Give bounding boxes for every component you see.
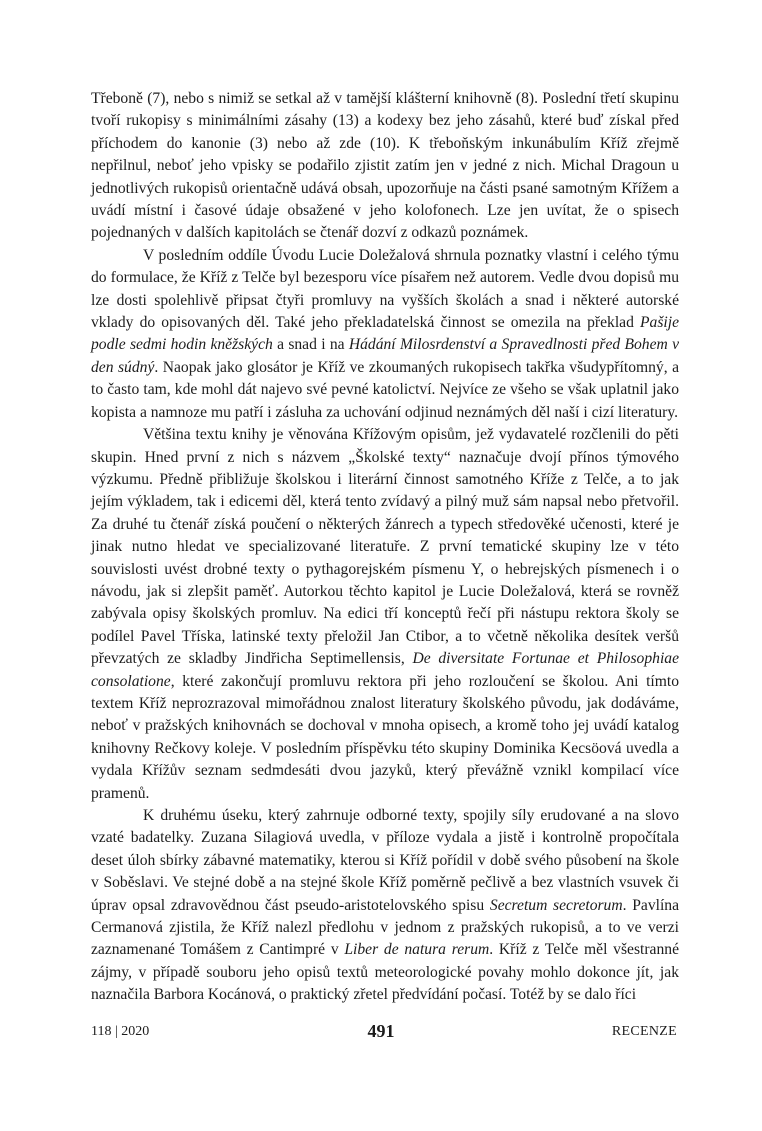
text-run: . Naopak jako glosátor je Kříž ve zkoumaných rukopisech takřka všudypřítomný, a to často tam, kde mohl dát najevo své pevné katolictví. Nejvíce ze všeho se však uplatnil jako kopista a namnoze mu patří i zásluha za uchování odjinud neznámých děl naší i cizí literatury. xyxy=(91,358,679,421)
text-run: , které zakončují promluvu rektora při jeho rozloučení se školou. Ani tímto textem Kříž neprozrazoval mimořádnou znalost literatury školského původu, jak dodáváme, neboť v pražských knihovnách se dochoval v mnoha opisech, a kromě toho jej uvádí katalog knihovny Rečkovy koleje. V posledním příspěvku této skupiny Dominika Kecsöová uvedla a vydala Křížův seznam sedmdesáti dvou jazyků, který převážně vznikl kompilací více pramenů. xyxy=(91,672,679,802)
text-run: K druhému úseku, který zahrnuje odborné texty, spojily síly erudované a na slovo vzaté badatelky. Zuzana Silagiová uvedla, v příloze vydala a jistě i kontrolně propočítala deset úloh sbírky zábavné matematiky, kterou si Kříž pořídil v době svého působení na škole v Soběslavi. Ve stejné době a na stejné škole Kříž poměrně pečlivě a bez vlastních vsuvek či úprav opsal zdravovědnou část pseudo-aristotelovského spisu xyxy=(91,807,679,914)
paragraph xyxy=(91,88,679,245)
paragraph xyxy=(91,245,679,424)
paragraph xyxy=(91,424,679,805)
italic-title: Secretum secretorum xyxy=(489,896,623,914)
text-run: Většina textu knihy je věnována Křížovým opisům, jež vydavatelé rozčlenili do pěti skupin. Hned první z nich s názvem „Školské texty“ naznačuje dvojí přínos týmového výzkumu. Předně přibližuje školskou i literární činnost samotného Kříže z Telče, a to jak jejím výkladem, tak i edicemi děl, která tento zvídavý a pilný muž sám napsal nebo přetvořil. Za druhé tu čtenář získá poučení o některých žánrech a typech středověké učenosti, které je jinak nutno hledat ve specializované literatuře. Z první tematické skupiny lze v této souvislosti uvést drobné texty o pythagorejském písmenu Y, o hebrejských písmenech i o návodu, jak si zlepšit paměť. Autorkou těchto kapitol je Lucie Doležalová, která se rovněž zabývala opisy školských promluv. Na edici tří konceptů řečí při nástupu rektora školy se podílel Pavel Tříska, latinské texty přeložil Jan Ctibor, a to včetně několika desítek veršů převzatých ze skladby Jindřicha Septimellensis, xyxy=(91,426,679,668)
italic-title: Liber de natura rerum xyxy=(344,941,490,959)
text-run: a snad i na xyxy=(272,336,349,354)
article-body xyxy=(91,88,679,1007)
text-run: . Kříž z Telče měl všestranné zájmy, v případě souboru jeho opisů textů meteorologické povahy mohlo dokonce jít, jak naznačila Barbora Kocánová, o praktický zřetel předvídání počasí. Totéž by se dalo říci xyxy=(91,941,679,1004)
italic-title: De diversitate Fortunae et Philosophiae consolatione xyxy=(91,650,679,690)
italic-title: Hádání Milosrdenství a Spravedlnosti před Bohem v den súdný xyxy=(91,336,679,376)
page-number: 491 xyxy=(367,1021,395,1041)
text-run: Třeboně (7), nebo s nimiž se setkal až v tamější klášterní knihovně (8). Poslední třetí skupinu tvoří rukopisy s minimálními zásahy (13) a kodexy bez jeho zásahů, které buď získal před příchodem do kanonie (3) nebo až zde (10). K třeboňským inkunábulím Kříž zřejmě nepřilnul, neboť jeho vpisky se podařilo zjistit zatím jen v jedné z nich. Michal Dragoun u jednotlivých rukopisů orientačně udává obsah, upozorňuje na části psané samotným Křížem a uvádí místní i časové údaje obsažené v jeho kolofonech. Lze jen uvítat, že o spisech pojednaných v dalších kapitolách se čtenář dozví z odkazů poznámek. xyxy=(91,90,679,242)
text-run: . Pavlína Cermanová zjistila, že Kříž nalezl předlohu v jednom z pražských rukopisů, a to ve verzi zaznamenané Tomášem z Cantimpré v xyxy=(91,896,680,959)
journal-volume-year: 118 | 2020 xyxy=(91,1024,150,1039)
paragraph xyxy=(91,805,679,1007)
italic-title: Pašije podle sedmi hodin kněžských xyxy=(91,314,679,354)
text-run: V posledním oddíle Úvodu Lucie Doležalová shrnula poznatky vlastní i celého týmu do formulace, že Kříž z Telče byl bezesporu více písařem než autorem. Vedle dvou dopisů mu lze dosti spolehlivě připsat čtyři promluvy na vyšších školách a snad i některé autorské vklady do opisovaných děl. Také jeho překladatelská činnost se omezila na překlad xyxy=(91,246,679,332)
section-label: RECENZE xyxy=(611,1024,677,1039)
